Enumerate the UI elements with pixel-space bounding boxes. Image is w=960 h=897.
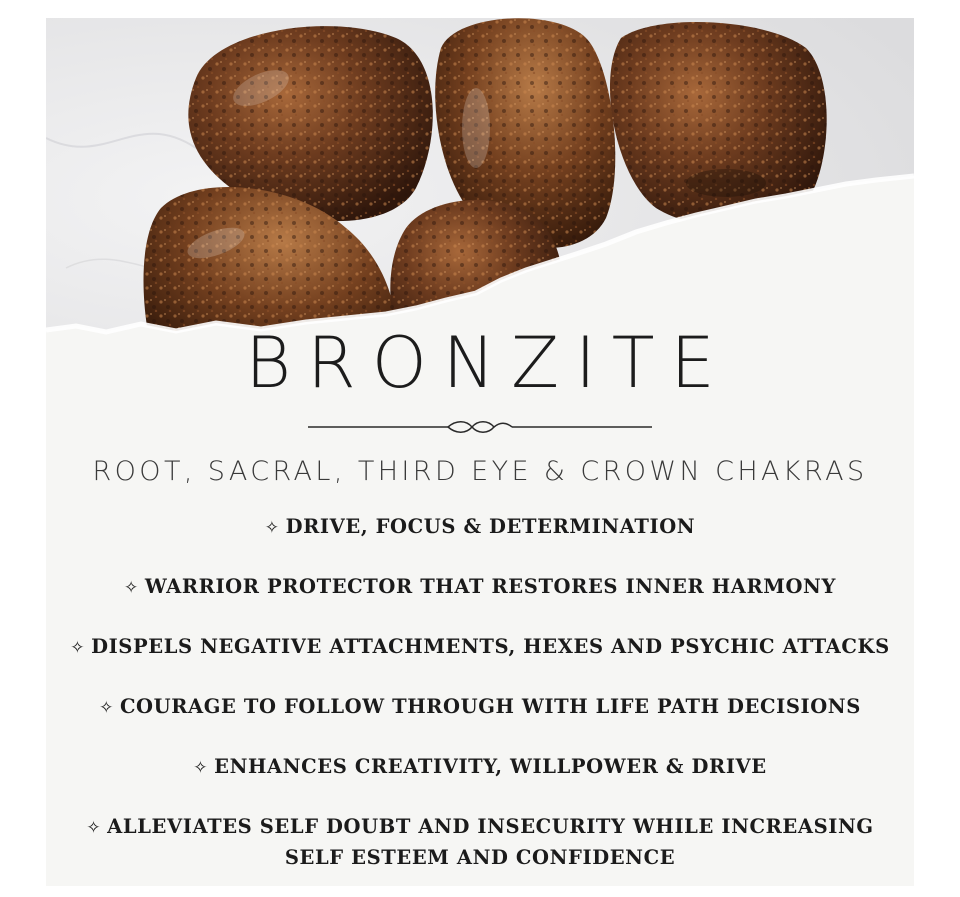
- property-item: ✧ DRIVE, FOCUS & DETERMINATION: [264, 515, 696, 538]
- chakras-subtitle: ROOT, SACRAL, THIRD EYE & CROWN CHAKRAS: [92, 456, 868, 487]
- sparkle-icon: ✧: [99, 698, 114, 718]
- property-item: ✧ COURAGE TO FOLLOW THROUGH WITH LIFE PATH DECISIONS: [99, 695, 861, 718]
- properties-list: [46, 512, 914, 876]
- flourish-divider-icon: [308, 418, 652, 436]
- sparkle-icon: ✧: [86, 818, 102, 838]
- stone-title: BRONZITE: [245, 322, 731, 404]
- sparkle-icon: ✧: [264, 518, 280, 538]
- infographic-card: [46, 18, 914, 886]
- property-item: ✧ ENHANCES CREATIVITY, WILLPOWER & DRIVE: [193, 755, 767, 778]
- property-item: ✧ DISPELS NEGATIVE ATTACHMENTS, HEXES AND PSYCHIC ATTACKS: [70, 635, 890, 658]
- sparkle-icon: ✧: [70, 638, 86, 658]
- property-item: ✧ ALLEVIATES SELF DOUBT AND INSECURITY WHILE INCREASING SELF ESTEEM AND CONFIDENCE: [86, 815, 874, 869]
- sparkle-icon: ✧: [124, 578, 139, 598]
- property-item: ✧ WARRIOR PROTECTOR THAT RESTORES INNER HARMONY: [124, 575, 836, 598]
- sparkle-icon: ✧: [193, 758, 209, 778]
